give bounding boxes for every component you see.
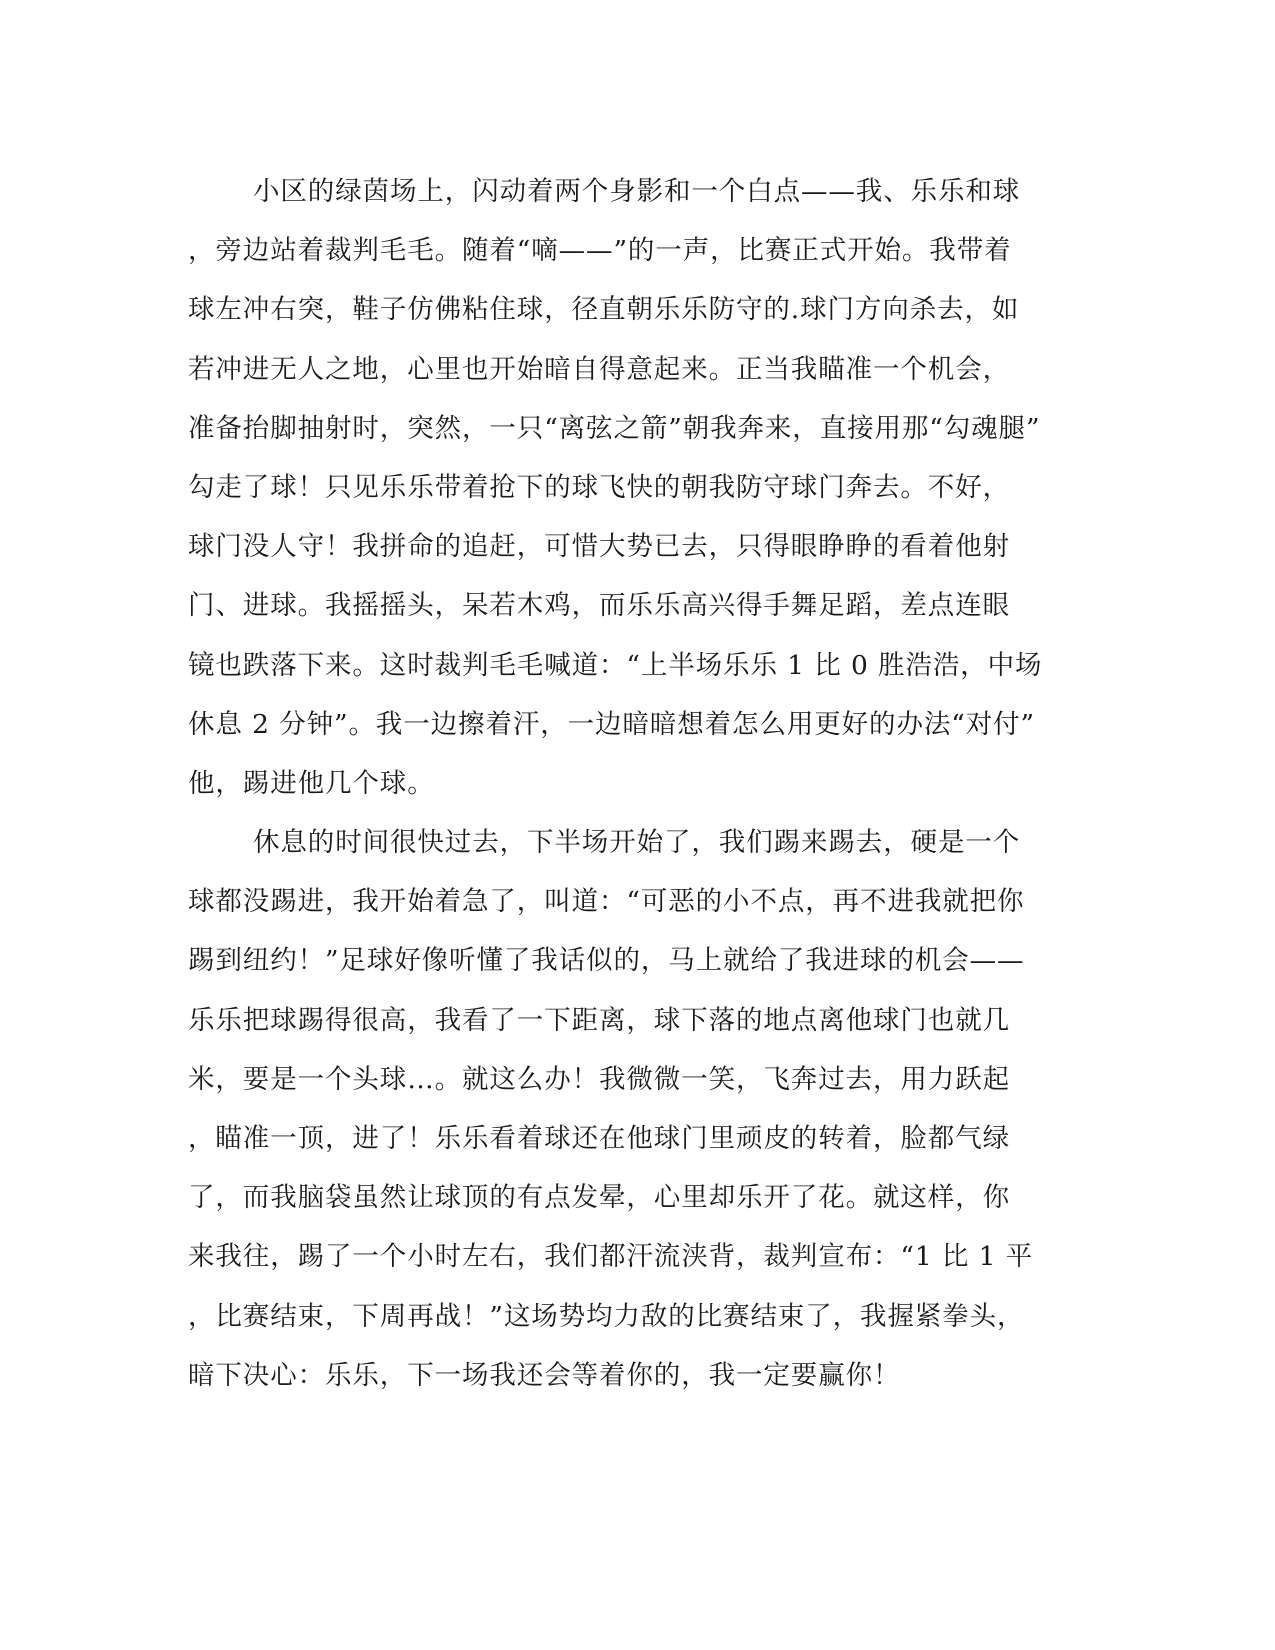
paragraph-1 <box>188 162 1088 813</box>
text-line: 准备抬脚抽射时，突然，一只“离弦之箭”朝我奔来，直接用那“勾魂腿” <box>188 412 1041 444</box>
text-line: 球门没人守！我拼命的追赶，可惜大势已去，只得眼睁睁的看着他射 <box>188 531 1010 563</box>
text-line: ，瞄准一顶，进了！乐乐看着球还在他球门里顽皮的转着，脸都气绿 <box>188 1123 1010 1154</box>
text-line: 踢到纽约！”足球好像听懂了我话似的，马上就给了我进球的机会—— <box>188 945 1025 977</box>
text-line: 球左冲右突，鞋子仿佛粘住球，径直朝乐乐防守的.球门方向杀去，如 <box>188 294 1020 326</box>
text-line: 镜也跌落下来。这时裁判毛毛喊道：“上半场乐乐 1 比 0 胜浩浩，中场 <box>188 649 1043 681</box>
text-line: ，比赛结束，下周再战！”这场势均力敌的比赛结束了，我握紧拳头， <box>188 1300 1025 1332</box>
text-line: 休息 2 分钟”。我一边擦着汗，一边暗暗想着怎么用更好的办法“对付” <box>188 708 1035 740</box>
text-line: 米，要是一个头球…。就这么办！我微微一笑，飞奔过去，用力跃起 <box>188 1063 1010 1095</box>
text-line: 了，而我脑袋虽然让球顶的有点发晕，心里却乐开了花。就这样，你 <box>188 1182 1010 1214</box>
paragraph-2 <box>188 813 1088 1405</box>
text-line: 球都没踢进，我开始着急了，叫道：“可恶的小不点，再不进我就把你 <box>188 886 1025 918</box>
text-line: 若冲进无人之地，心里也开始暗自得意起来。正当我瞄准一个机会， <box>188 353 1010 385</box>
text-line: 暗下决心：乐乐，下一场我还会等着你的，我一定要赢你！ <box>188 1359 901 1391</box>
text-line: 门、进球。我摇摇头，呆若木鸡，而乐乐高兴得手舞足蹈，差点连眼 <box>188 590 1010 622</box>
text-line: 休息的时间很快过去，下半场开始了，我们踢来踢去，硬是一个 <box>253 827 1021 859</box>
text-line: 他，踢进他几个球。 <box>188 767 435 799</box>
text-line: 来我往，踢了一个小时左右，我们都汗流浃背，裁判宣布：“1 比 1 平 <box>188 1241 1034 1273</box>
text-line: ，旁边站着裁判毛毛。随着“嘀——”的一声，比赛正式开始。我带着 <box>188 235 1012 267</box>
text-line: 小区的绿茵场上，闪动着两个身影和一个白点——我、乐乐和球 <box>253 176 1021 207</box>
text-line: 勾走了球！只见乐乐带着抢下的球飞快的朝我防守球门奔去。不好， <box>188 471 1010 503</box>
text-line: 乐乐把球踢得很高，我看了一下距离，球下落的地点离他球门也就几 <box>188 1004 1010 1036</box>
document-body <box>188 162 1088 1405</box>
